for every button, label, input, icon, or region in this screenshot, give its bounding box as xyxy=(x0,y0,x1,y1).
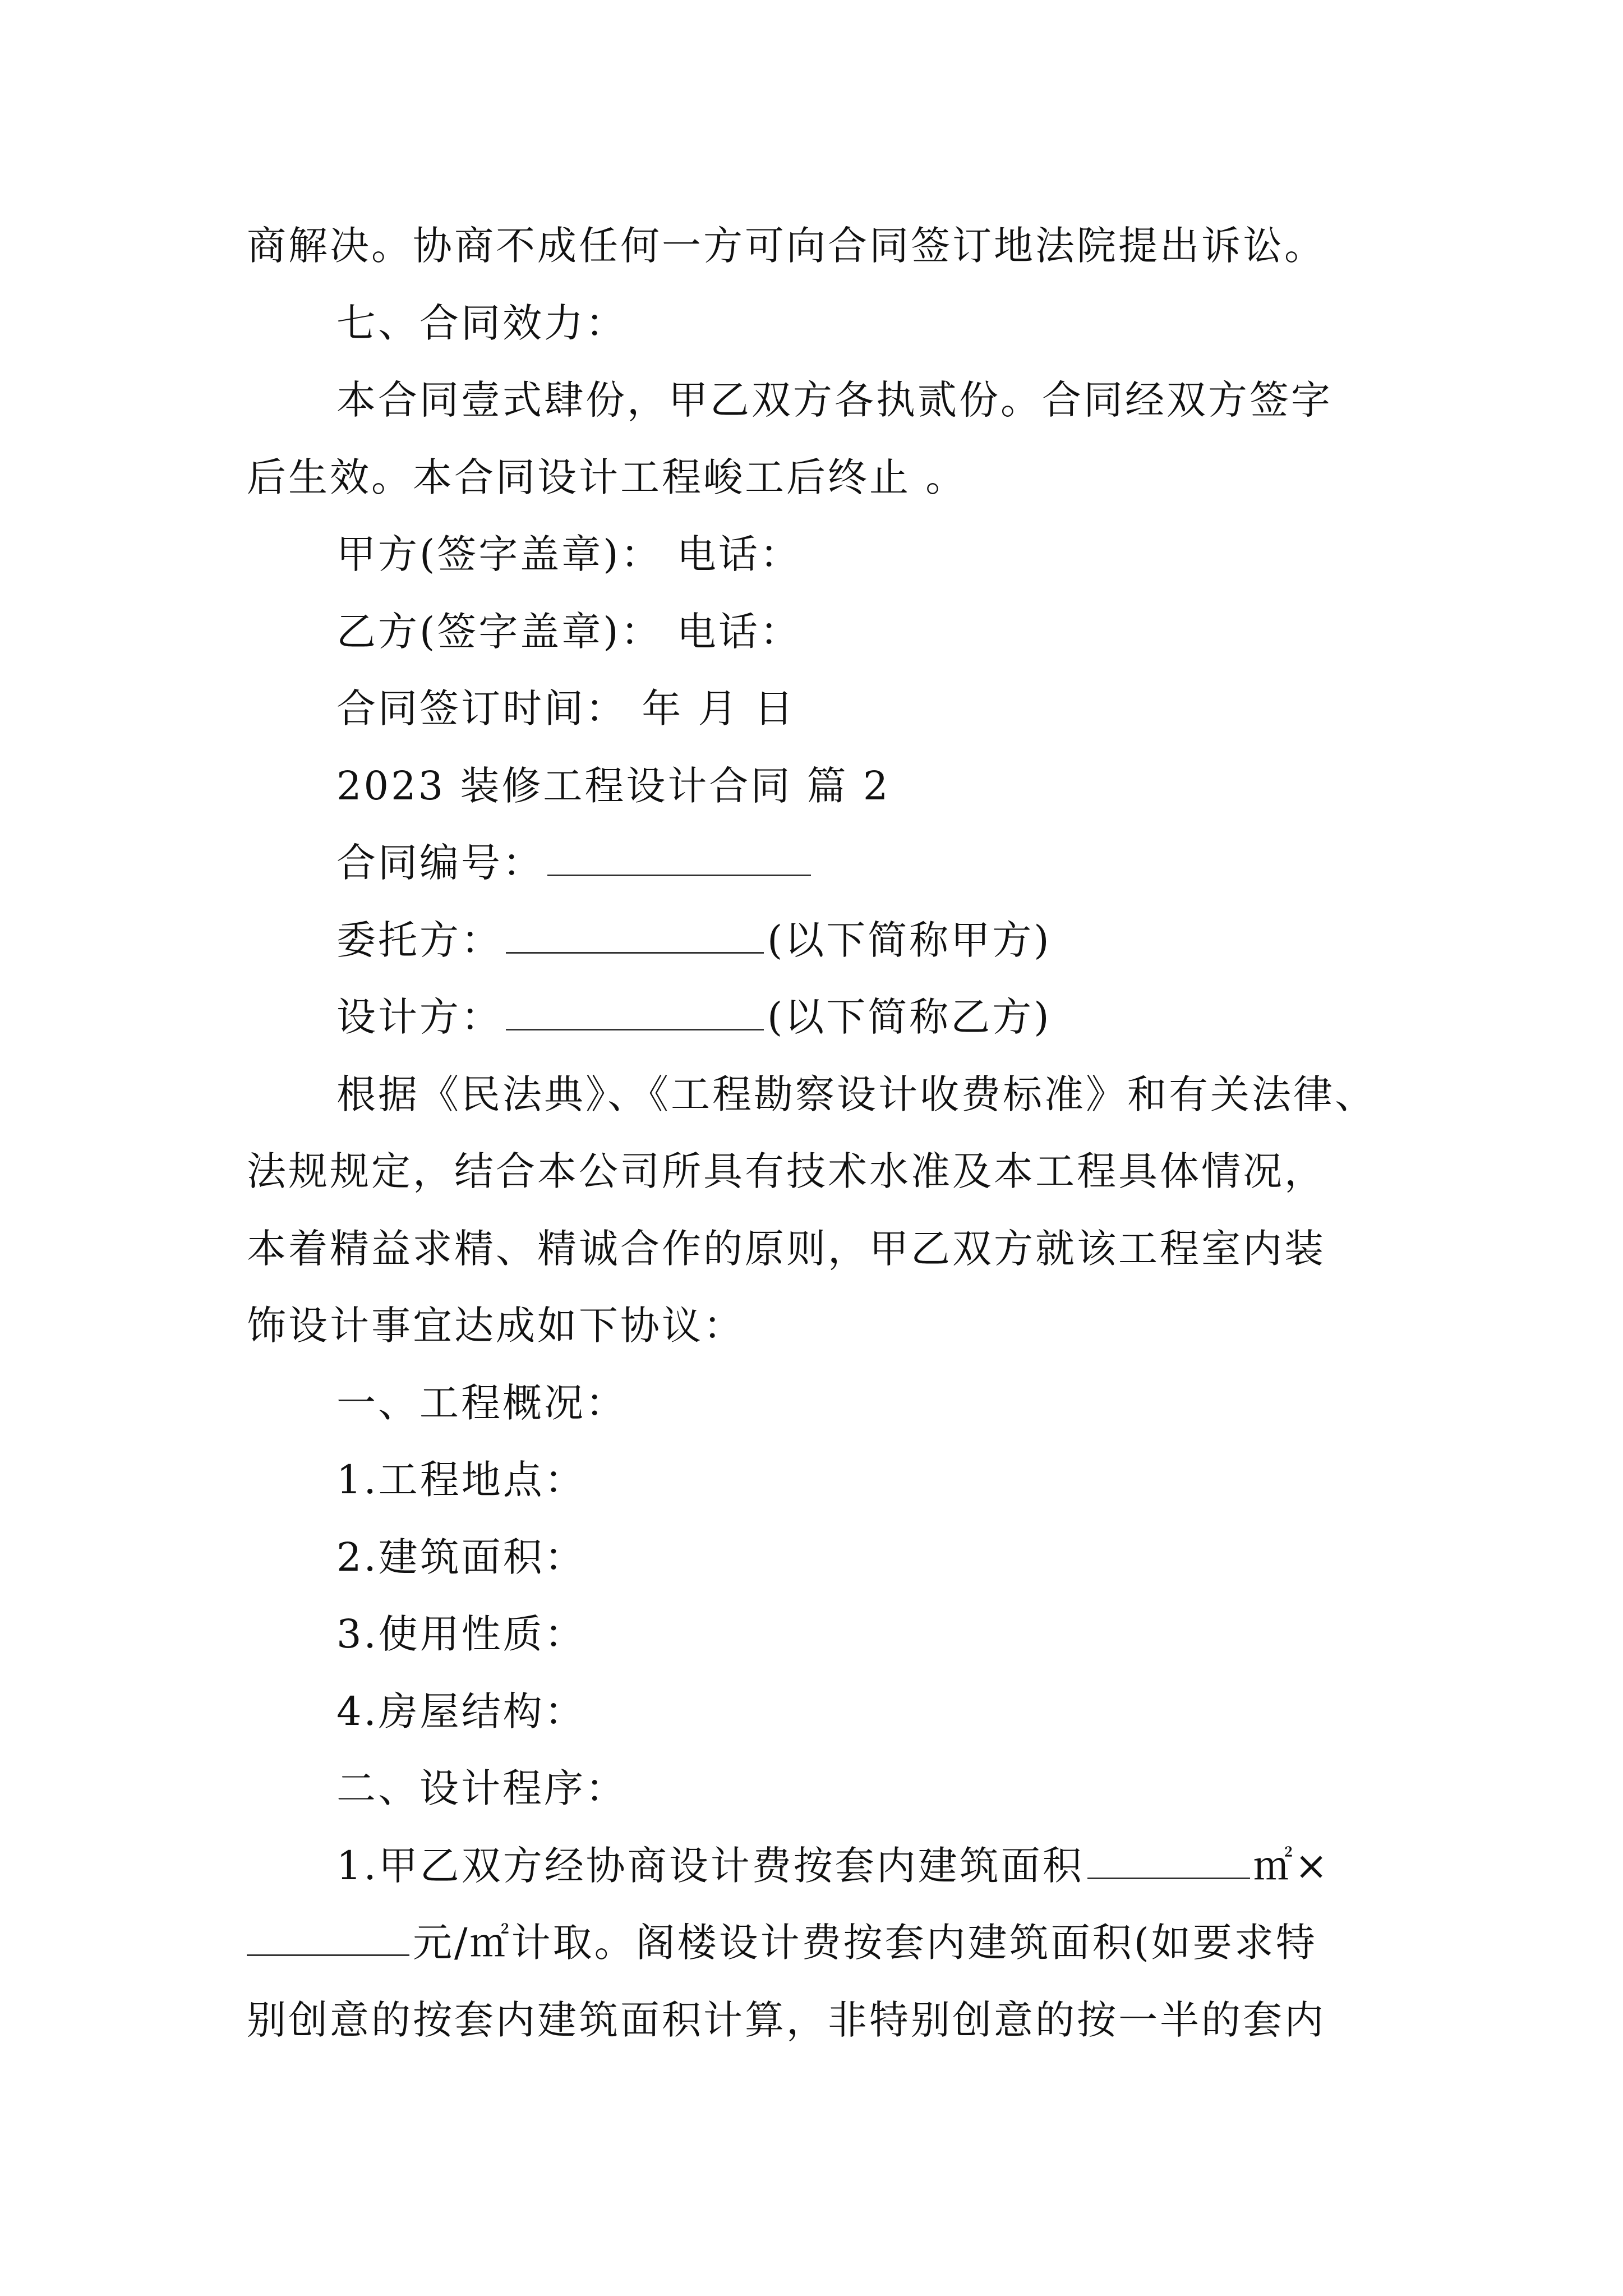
party-a-signature-line xyxy=(247,516,1402,593)
text: 2.建筑面积： xyxy=(336,1534,586,1580)
party-b-signature-line xyxy=(247,593,1402,671)
list-item xyxy=(247,1828,1402,1905)
text: 委托方： xyxy=(336,917,502,963)
designer-blank xyxy=(506,997,764,1030)
text-line xyxy=(247,1904,1402,1982)
text: 七、合同效力： xyxy=(336,300,627,346)
text: 商解决。协商不成任何一方可向合同签订地法院提出诉讼。 xyxy=(247,223,1326,269)
text: 二、设计程序： xyxy=(336,1765,627,1811)
text-line xyxy=(247,439,1402,517)
text: 本着精益求精、精诚合作的原则，甲乙双方就该工程室内装 xyxy=(247,1225,1326,1272)
text: 乙方(签字盖章)： 电话： xyxy=(336,608,801,655)
list-item xyxy=(247,1519,1402,1596)
text: 后生效。本合同设计工程峻工后终止 。 xyxy=(247,454,967,500)
section-heading xyxy=(247,1365,1402,1442)
text-line xyxy=(247,1287,1402,1365)
list-item xyxy=(247,1596,1402,1673)
text-line xyxy=(247,1211,1402,1288)
contract-number-line xyxy=(247,825,1402,902)
text-line xyxy=(247,1056,1402,1134)
text: 一、工程概况： xyxy=(336,1379,627,1426)
text: (以下简称甲方) xyxy=(767,917,1052,963)
list-item xyxy=(247,1673,1402,1751)
section-heading xyxy=(247,285,1402,362)
contract-number-blank xyxy=(547,843,811,876)
text: 1.工程地点： xyxy=(336,1457,586,1503)
document-title xyxy=(247,748,1402,825)
client-blank xyxy=(506,921,764,954)
text: (以下简称乙方) xyxy=(767,994,1052,1040)
text-line xyxy=(247,362,1402,439)
signing-date-line xyxy=(247,670,1402,748)
list-item xyxy=(247,1442,1402,1519)
text-line xyxy=(247,208,1402,285)
text: 甲方(签字盖章)： 电话： xyxy=(336,531,801,577)
area-blank xyxy=(1087,1846,1250,1879)
designer-line xyxy=(247,979,1402,1056)
section-heading xyxy=(247,1750,1402,1828)
unit-price-blank xyxy=(247,1923,409,1956)
text-line xyxy=(247,1133,1402,1211)
text: 设计方： xyxy=(336,994,502,1040)
text: 饰设计事宜达成如下协议： xyxy=(247,1303,745,1349)
text-line xyxy=(247,1982,1402,2059)
text: 1.甲乙双方经协商设计费按套内建筑面积 xyxy=(336,1842,1084,1889)
text: 4.房屋结构： xyxy=(336,1688,586,1734)
text: 合同签订时间： 年 月 日 xyxy=(336,685,796,731)
text: 本合同壹式肆份，甲乙双方各执贰份。合同经双方签字 xyxy=(336,377,1332,423)
client-line xyxy=(247,902,1402,979)
text: 元/㎡计取。阁楼设计费按套内建筑面积(如要求特 xyxy=(413,1920,1317,1966)
text: ㎡× xyxy=(1253,1842,1330,1889)
text: 法规规定，结合本公司所具有技术水准及本工程具体情况， xyxy=(247,1148,1326,1194)
document-body xyxy=(247,208,1402,2059)
text: 根据《民法典》、《工程勘察设计收费标准》和有关法律、 xyxy=(336,1071,1376,1117)
text: 2023 装修工程设计合同 篇 2 xyxy=(336,762,891,809)
text: 别创意的按套内建筑面积计算，非特别创意的按一半的套内 xyxy=(247,1996,1326,2043)
text: 3.使用性质： xyxy=(336,1611,586,1657)
text: 合同编号： xyxy=(336,840,544,886)
